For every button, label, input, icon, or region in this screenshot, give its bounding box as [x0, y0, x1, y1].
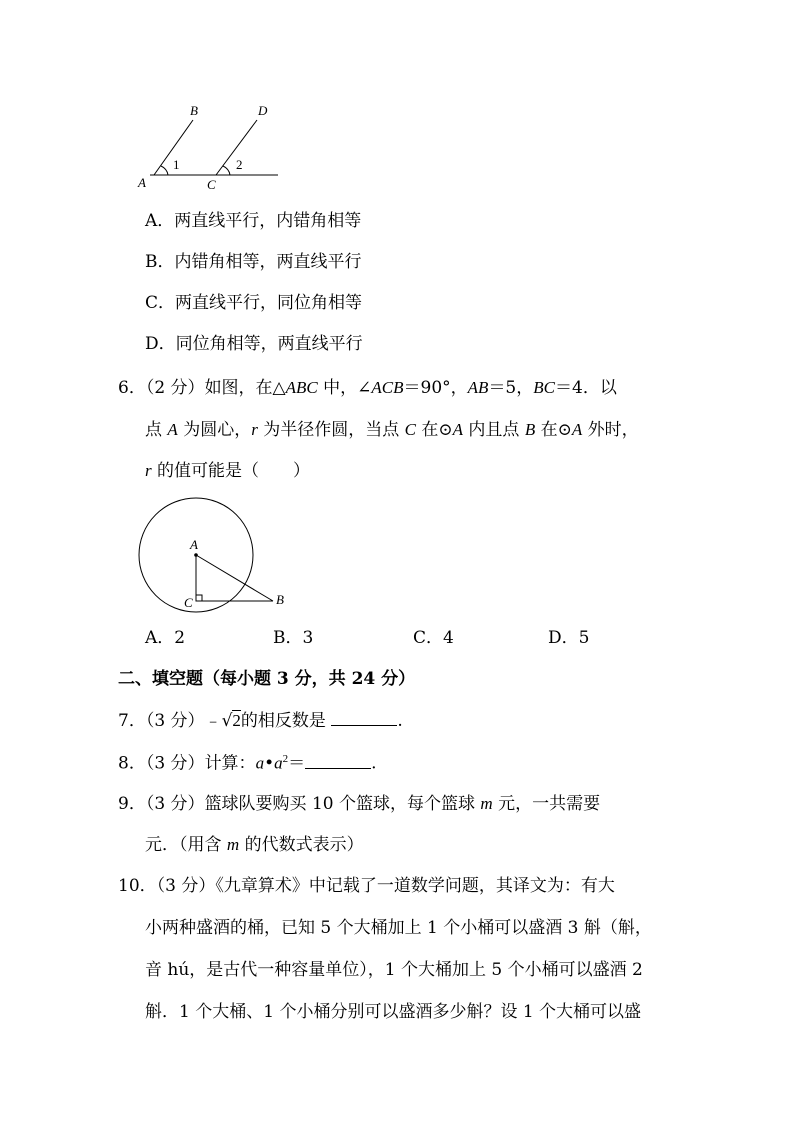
q7-answer-blank[interactable]	[331, 725, 397, 726]
q10-line-4: 斛．1 个大桶、1 个小桶分别可以盛酒多少斛？设 1 个大桶可以盛	[145, 1002, 642, 1022]
q6-option-a: A．2	[145, 628, 186, 648]
q5-option-b: B．内错角相等，两直线平行	[145, 252, 362, 272]
q9-line-1: 9．（3 分）篮球队要购买 10 个篮球，每个篮球 m 元，一共需要	[118, 794, 601, 814]
sqrt-expression: √2	[221, 711, 241, 731]
q8-line: 8．（3 分）计算：$a•a^2=$ .	[118, 753, 377, 774]
q6-label-b: B	[276, 592, 284, 607]
segment-ab	[196, 555, 273, 601]
q5-option-d: D．同位角相等，两直线平行	[145, 334, 363, 354]
label-a: A	[138, 175, 146, 190]
section-title: 二、填空题（每小题 3 分，共 24 分）	[118, 669, 416, 689]
angle-1-arc	[161, 166, 168, 175]
q6-option-d: D．5	[548, 628, 590, 648]
q6-label-a: A	[190, 537, 198, 552]
q6-option-c: C．4	[413, 628, 454, 648]
q8-answer-blank[interactable]	[305, 768, 371, 769]
q5-option-c: C．两直线平行，同位角相等	[145, 293, 363, 313]
q6-line-3: r 的值可能是（ ）	[145, 461, 311, 481]
q6-line-1: 6．（2 分）如图，在△ABC 中，∠ACB＝90°，AB＝5，BC＝4．以	[118, 378, 617, 398]
q10-line-3: 音 hú，是古代一种容量单位），1 个大桶加上 5 个小桶可以盛酒 2	[145, 960, 643, 980]
q6-label-c: C	[184, 595, 193, 610]
q6-line-2: 点 A 为圆心，r 为半径作圆，当点 C 在⊙A 内且点 B 在⊙A 外时，	[145, 420, 639, 440]
angle-2-arc	[223, 166, 230, 175]
center-dot	[194, 553, 198, 557]
q9-line-2: 元．（用含 m 的代数式表示）	[145, 835, 364, 855]
q5-option-a: A．两直线平行，内错角相等	[145, 211, 362, 231]
q7-line: 7．（3 分）﹣√2的相反数是 .	[118, 711, 403, 731]
circle-triangle-figure	[0, 0, 1, 1]
q10-line-1: 10．（3 分）《九章算术》中记载了一道数学问题，其译文为：有大	[118, 876, 615, 896]
right-angle-mark	[196, 595, 202, 601]
q6-option-b: B．3	[273, 628, 314, 648]
q10-line-2: 小两种盛酒的桶，已知 5 个大桶加上 1 个小桶可以盛酒 3 斛（斛，	[145, 918, 652, 938]
label-angle-2: 2	[236, 157, 243, 172]
label-c: C	[207, 177, 216, 192]
label-b: B	[190, 103, 198, 118]
label-angle-1: 1	[173, 157, 180, 172]
label-d: D	[258, 103, 268, 118]
